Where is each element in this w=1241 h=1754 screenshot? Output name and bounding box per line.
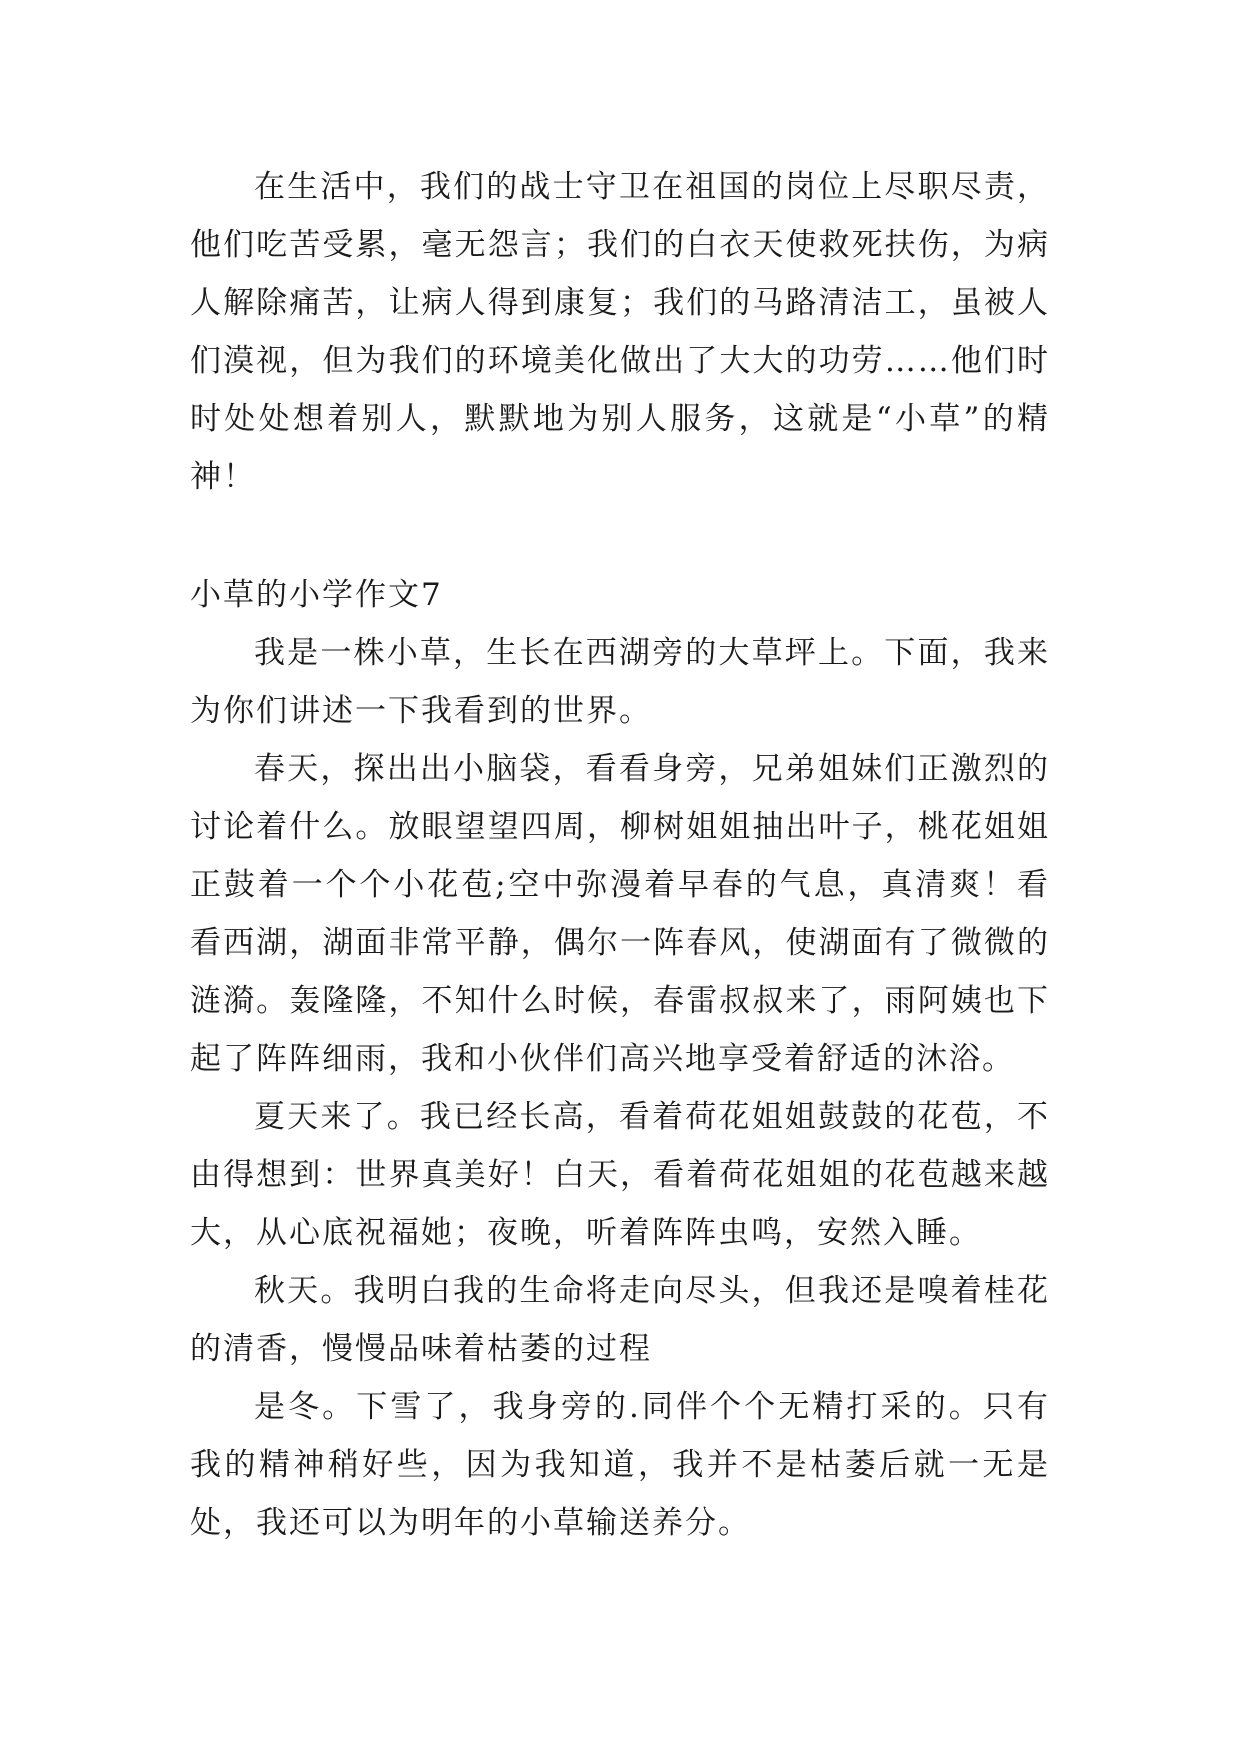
essay-title: 小草的小学作文7 bbox=[190, 577, 443, 613]
intro-section bbox=[190, 158, 1050, 506]
essay-section bbox=[190, 566, 1050, 1552]
intro-paragraph: 在生活中，我们的战士守卫在祖国的岗位上尽职尽责，他们吃苦受累，毫无怨言；我们的白衣天使救死扶伤，为病人解除痛苦，让病人得到康复；我们的马路清洁工，虽被人们漠视，但为我们的环境美化做出了大大的功劳……他们时时处处想着别人，默默地为别人服务，这就是“小草”的精神！ bbox=[190, 169, 1050, 495]
essay-paragraph-1: 我是一株小草，生长在西湖旁的大草坪上。下面，我来为你们讲述一下我看到的世界。 bbox=[190, 635, 1050, 729]
essay-paragraph-4: 秋天。我明白我的生命将走向尽头，但我还是嗅着桂花的清香，慢慢品味着枯萎的过程 bbox=[190, 1273, 1050, 1367]
essay-paragraph-5: 是冬。下雪了，我身旁的.同伴个个无精打采的。只有我的精神稍好些，因为我知道，我并不是枯萎后就一无是处，我还可以为明年的小草输送养分。 bbox=[190, 1389, 1050, 1541]
essay-paragraph-3: 夏天来了。我已经长高，看着荷花姐姐鼓鼓的花苞，不由得想到：世界真美好！白天，看着荷花姐姐的花苞越来越大，从心底祝福她；夜晚，听着阵阵虫鸣，安然入睡。 bbox=[190, 1099, 1050, 1251]
essay-paragraph-2: 春天，探出出小脑袋，看看身旁，兄弟姐妹们正激烈的讨论着什么。放眼望望四周，柳树姐姐抽出叶子，桃花姐姐正鼓着一个个小花苞;空中弥漫着早春的气息，真清爽！看看西湖，湖面非常平静，偶尔一阵春风，使湖面有了微微的涟漪。轰隆隆，不知什么时候，春雷叔叔来了，雨阿姨也下起了阵阵细雨，我和小伙伴们高兴地享受着舒适的沐浴。 bbox=[190, 751, 1050, 1077]
